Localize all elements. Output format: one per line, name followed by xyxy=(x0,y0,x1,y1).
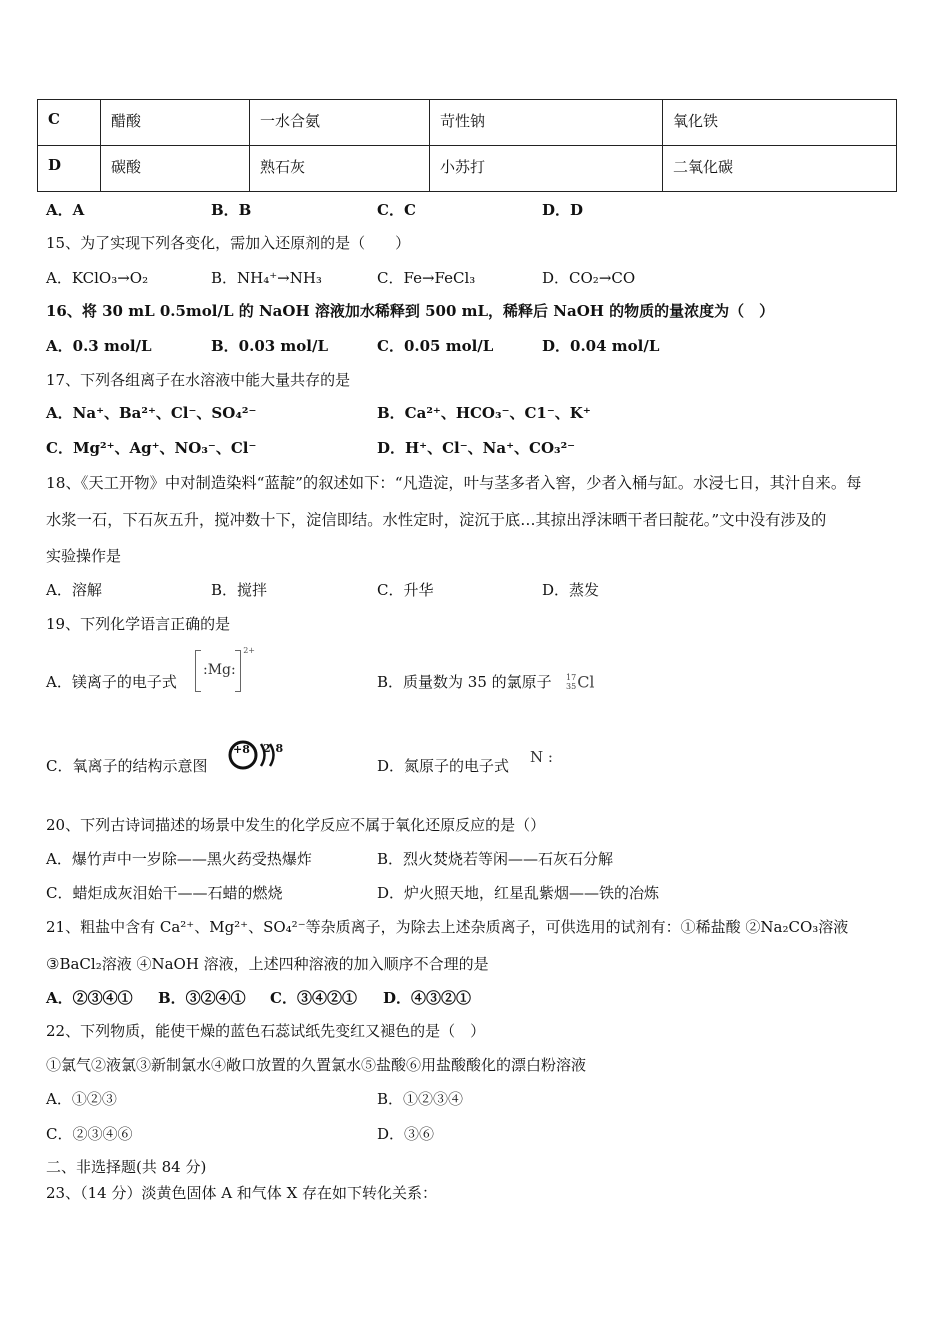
q18-option-d: D．蒸发 xyxy=(542,581,600,599)
isotope-upper: 17 xyxy=(566,673,577,682)
q22-option-a: A．①②③ xyxy=(46,1090,117,1108)
q19-option-c xyxy=(46,755,207,776)
q15-option-d: D．CO₂→CO xyxy=(542,269,636,287)
q22-substance-list: ①氯气②液氯③新制氯水④敞口放置的久置氯水⑤盐酸⑥用盐酸酸化的漂白粉溶液 xyxy=(46,1056,587,1074)
q18-option-a: A．溶解 xyxy=(46,581,102,599)
table-cell: 醋酸 xyxy=(101,100,250,146)
q18-option-b: B．搅拌 xyxy=(211,581,268,599)
q22-stem: 22、下列物质，能使干燥的蓝色石蕊试纸先变红又褪色的是（ ） xyxy=(46,1022,486,1040)
q18-option-c: C．升华 xyxy=(377,581,434,599)
q22-option-b: B．①②③④ xyxy=(377,1090,464,1108)
isotope-lower: 35 xyxy=(566,682,577,691)
q21-line1: 21、粗盐中含有 Ca²⁺、Mg²⁺、SO₄²⁻等杂质离子，为除去上述杂质离子，可供选用的试剂有：①稀盐酸 ②Na₂CO₃溶液 xyxy=(46,918,849,936)
q19-option-b xyxy=(377,671,552,692)
q18-line2: 水浆一石，下石灰五升，搅冲数十下，淀信即结。水性定时，淀沉于底…其掠出浮沫晒干者曰靛花。”文中没有涉及的 xyxy=(46,511,827,529)
q17-option-a: A．Na⁺、Ba²⁺、Cl⁻、SO₄²⁻ xyxy=(46,404,257,422)
nucleus-charge: +8 xyxy=(233,743,250,756)
q18-line3: 实验操作是 xyxy=(46,547,122,565)
bracket-figure xyxy=(195,646,255,690)
q15-option-a: A．KClO₃→O₂ xyxy=(46,269,149,287)
q21-option-d: D．④③②① xyxy=(383,989,472,1007)
q21-option-c: C．③④②① xyxy=(270,989,357,1007)
mg-electron-formula xyxy=(195,646,255,690)
q23-stem: 23、（14 分）淡黄色固体 A 和气体 X 存在如下转化关系： xyxy=(46,1184,438,1202)
nitrogen-electron-formula: N : xyxy=(530,748,553,766)
q19-option-d xyxy=(377,755,509,776)
q20-option-c: C．蜡炬成灰泪始干——石蜡的燃烧 xyxy=(46,884,283,902)
oxygen-ion-diagram xyxy=(228,740,290,774)
table-cell: C xyxy=(38,100,101,146)
q19-option-b-label: B．质量数为 35 的氯原子 xyxy=(377,673,552,691)
q16-option-c: C．0.05 mol/L xyxy=(377,337,494,355)
table-cell: 二氧化碳 xyxy=(663,146,897,192)
q20-option-a: A．爆竹声中一岁除——黑火药受热爆炸 xyxy=(46,850,312,868)
q20-option-b: B．烈火焚烧若等闲——石灰石分解 xyxy=(377,850,614,868)
isotope-symbol: Cl xyxy=(577,672,595,692)
q21-line2: ③BaCl₂溶液 ④NaOH 溶液，上述四种溶液的加入顺序不合理的是 xyxy=(46,955,489,973)
q16-option-a: A．0.3 mol/L xyxy=(46,337,152,355)
chlorine-isotope xyxy=(566,672,595,692)
table-cell: 碳酸 xyxy=(101,146,250,192)
q16-option-b: B．0.03 mol/L xyxy=(211,337,329,355)
q15-option-b: B．NH₄⁺→NH₃ xyxy=(211,269,322,287)
q21-option-a: A．②③④① xyxy=(46,989,133,1007)
shell-electrons: 2 8 xyxy=(263,742,284,755)
q19-option-c-label: C．氧离子的结构示意图 xyxy=(46,757,208,775)
q20-stem: 20、下列古诗词描述的场景中发生的化学反应不属于氧化还原反应的是（） xyxy=(46,816,546,834)
q17-option-d: D．H⁺、Cl⁻、Na⁺、CO₃²⁻ xyxy=(377,439,576,457)
section-heading: 二、非选择题(共 84 分) xyxy=(46,1158,207,1176)
q17-stem: 17、下列各组离子在水溶液中能大量共存的是 xyxy=(46,371,351,389)
q14-option-a: A．A xyxy=(46,201,85,219)
table-cell: 小苏打 xyxy=(430,146,663,192)
q16-option-d: D．0.04 mol/L xyxy=(542,337,660,355)
options-table xyxy=(37,99,897,192)
table-cell: D xyxy=(38,146,101,192)
q22-option-d: D．③⑥ xyxy=(377,1125,435,1143)
q15-option-c: C．Fe→FeCl₃ xyxy=(377,269,476,287)
q16-stem: 16、将 30 mL 0.5mol/L 的 NaOH 溶液加水稀释到 500 mL，稀释后 NaOH 的物质的量浓度为（ ） xyxy=(46,302,775,320)
table-cell: 一水合氨 xyxy=(250,100,430,146)
q19-option-d-label: D．氮原子的电子式 xyxy=(377,757,510,775)
q22-option-c: C．②③④⑥ xyxy=(46,1125,133,1143)
table-cell: 苛性钠 xyxy=(430,100,663,146)
table-cell: 熟石灰 xyxy=(250,146,430,192)
q19-option-a xyxy=(46,671,177,692)
q14-option-c: C．C xyxy=(377,201,416,219)
q17-option-b: B．Ca²⁺、HCO₃⁻、C1⁻、K⁺ xyxy=(377,404,591,422)
mg-symbol: :Mg: xyxy=(203,662,236,678)
q19-option-a-label: A．镁离子的电子式 xyxy=(46,673,177,691)
mg-charge: 2+ xyxy=(243,646,255,655)
q20-option-d: D．炉火照天地，红星乱紫烟——铁的冶炼 xyxy=(377,884,660,902)
table-row xyxy=(38,100,897,146)
table-row xyxy=(38,146,897,192)
q14-option-b: B．B xyxy=(211,201,252,219)
q21-option-b: B．③②④① xyxy=(158,989,246,1007)
table-cell: 氧化铁 xyxy=(663,100,897,146)
q15-stem: 15、为了实现下列各变化，需加入还原剂的是（ ） xyxy=(46,234,411,252)
q17-option-c: C．Mg²⁺、Ag⁺、NO₃⁻、Cl⁻ xyxy=(46,439,257,457)
q18-line1: 18、《天工开物》中对制造染料“蓝靛”的叙述如下：“凡造淀，叶与茎多者入窖，少者入桶与缸。水浸七日，其汁自来。每 xyxy=(46,474,862,492)
q14-option-d: D．D xyxy=(542,201,584,219)
q19-stem: 19、下列化学语言正确的是 xyxy=(46,615,231,633)
